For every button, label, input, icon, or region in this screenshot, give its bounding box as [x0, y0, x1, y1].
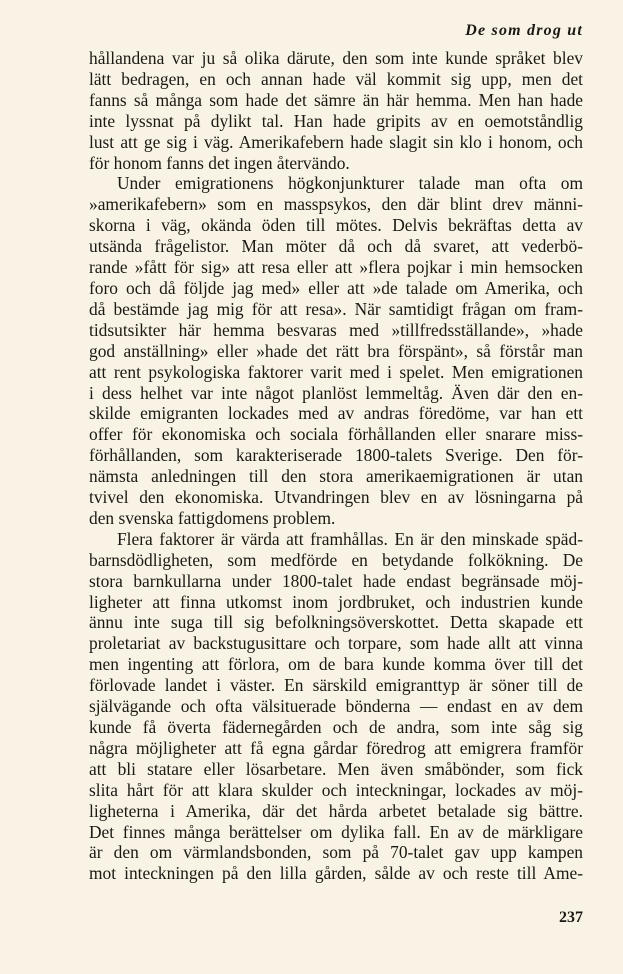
text-line: ännu inte suga till sig befolkningsöverskottet. Detta skapade ett [89, 612, 583, 633]
text-line: att bli statare eller lösarbetare. Men även småbönder, som fick [89, 758, 583, 779]
text-line: skilde emigranten lockades med av andras föredöme, var han ett [89, 403, 583, 424]
text-line: att rent psykologiska faktorer varit med i spelet. Men emigrationen [89, 361, 583, 382]
text-line: då bestämde jag mig för att resa». När samtidigt frågan om fram- [89, 298, 583, 319]
page-number: 237 [559, 909, 583, 926]
paragraph-2 [89, 173, 583, 528]
text-line: självägande och ofta välsituerade bönderna — endast en av dem [89, 696, 583, 717]
text-line: mot inteckningen på den lilla gården, sålde av och reste till Ame- [89, 863, 583, 884]
text-line: skorna i väg, okända öden till mötes. Delvis bekräftas detta av [89, 215, 583, 236]
text-line: Under emigrationens högkonjunkturer talade man ofta om [117, 173, 583, 194]
text-line: Det finnes många berättelser om dylika fall. En av de märkligare [89, 821, 583, 842]
text-line: den svenska fattigdomens problem. [89, 507, 336, 528]
paragraph-3 [89, 529, 583, 884]
text-line: offer för ekonomiska och sociala förhållanden eller snarare miss- [89, 424, 583, 445]
text-line: förhållanden, som karakteriserade 1800-talets Sverige. Den för- [89, 445, 583, 466]
text-line: stora barnkullarna under 1800-talet hade endast begränsade möj- [89, 570, 583, 591]
text-line: »amerikafebern» som en masspsykos, den där blint drev männi- [89, 194, 583, 215]
text-line: god anställning» eller »hade det rätt bra förspänt», så förstår man [89, 340, 583, 361]
text-line: tidsutsikter här hemma besvaras med »tillfredsställande», »hade [89, 319, 583, 340]
text-line: kunde få överta fädernegården och de andra, som inte såg sig [89, 717, 583, 737]
text-line: slita hårt för att klara skulder och inteckningar, lockades av möj- [89, 779, 583, 800]
text-line: ligheter att finna utkomst inom jordbruket, och industrien kunde [89, 591, 583, 612]
text-line: lätt bedragen, en och annan hade väl kommit sig upp, men det [89, 68, 583, 89]
text-line: i dess helhet var inte något planlöst lemmeltåg. Även där den en- [89, 382, 583, 403]
text-line: proletariat av backstugusittare och torpare, som hade allt att vinna [89, 633, 583, 654]
body-text [89, 48, 583, 884]
text-line: men ingenting att förlora, om de bara kunde komma över till det [89, 654, 583, 675]
text-line: för honom fanns det ingen återvändo. [89, 152, 350, 173]
text-line: ligheterna i Amerika, där det hårda arbetet betalade sig bättre. [89, 800, 583, 821]
text-line: lust att ge sig i väg. Amerikafebern hade slagit sin klo i honom, och [89, 131, 583, 152]
text-line: rande »fått för sig» att resa eller att »flera pojkar i min hemsocken [89, 257, 583, 278]
paragraph-1 [89, 48, 583, 173]
text-line: inte lyssnat på dylikt tal. Han hade gripits av en oemotståndlig [89, 110, 583, 131]
text-line: fanns så många som hade det sämre än här hemma. Men han hade [89, 89, 583, 110]
text-line: förlovade landet i väster. En särskild emigranttyp är söner till de [89, 675, 583, 696]
running-head: De som drog ut [465, 22, 583, 39]
text-line: utsända frågelistor. Man möter då och då svaret, att vederbö- [89, 236, 583, 257]
text-line: foro och då följde jag med» eller att »de talade om Amerika, och [89, 277, 583, 298]
text-line: barnsdödligheten, som medförde en betydande folkökning. De [89, 549, 583, 570]
text-line: tvivel den ekonomiska. Utvandringen blev en av lösningarna på [89, 487, 583, 508]
text-line: hållandena var ju så olika därute, den som inte kunde språket blev [89, 48, 583, 68]
text-line: Flera faktorer är värda att framhållas. En är den minskade späd- [117, 528, 583, 549]
text-line: är den om värmlandsbonden, som på 70-talet gav upp kampen [89, 842, 583, 863]
text-line: några möjligheter att få egna gårdar föredrog att emigrera framför [89, 737, 583, 758]
text-line: nämsta anledningen till den stora amerikaemigrationen är utan [89, 466, 583, 487]
